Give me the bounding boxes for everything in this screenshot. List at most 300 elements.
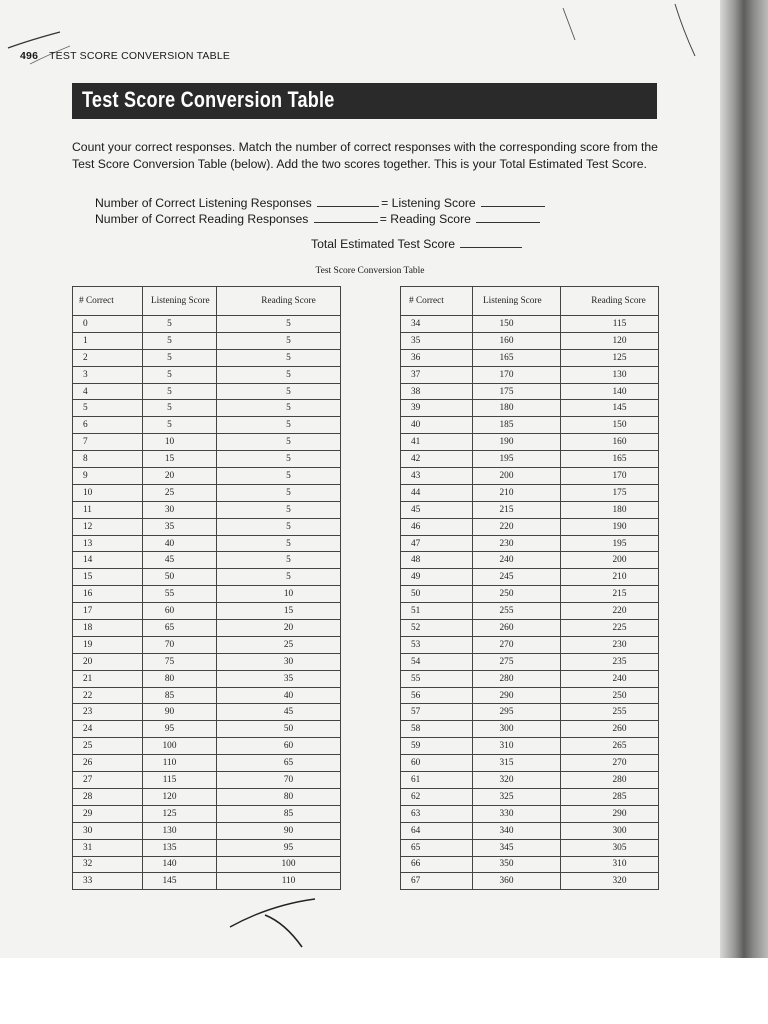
correct-count-cell: 37 [401,366,473,383]
listening-score-cell: 240 [473,552,561,569]
correct-count-cell: 45 [401,501,473,518]
reading-responses-label: Number of Correct Reading Responses [95,212,309,226]
correct-count-cell: 9 [73,468,143,485]
reading-score-cell: 255 [561,704,659,721]
reading-score-cell: 170 [561,468,659,485]
listening-responses-label: Number of Correct Listening Responses [95,196,312,210]
table-row [401,772,659,789]
correct-count-cell: 23 [73,704,143,721]
listening-score-cell: 35 [143,518,217,535]
table-header-row [401,287,659,316]
reading-score-cell: 145 [561,400,659,417]
table-row [401,434,659,451]
table-row [401,653,659,670]
reading-score-cell: 100 [217,856,341,873]
correct-count-cell: 60 [401,755,473,772]
listening-score-label: = Listening Score [381,196,476,210]
correct-count-cell: 36 [401,349,473,366]
reading-score-cell: 95 [217,839,341,856]
correct-count-cell: 2 [73,349,143,366]
running-title: TEST SCORE CONVERSION TABLE [49,50,231,62]
listening-score-cell: 295 [473,704,561,721]
reading-score-cell: 305 [561,839,659,856]
table-row [401,873,659,890]
listening-score-cell: 300 [473,721,561,738]
correct-count-cell: 65 [401,839,473,856]
reading-score-cell: 5 [217,332,341,349]
table-row [73,772,341,789]
title-banner [72,83,657,119]
listening-score-cell: 115 [143,772,217,789]
correct-count-cell: 49 [401,569,473,586]
table-row [73,468,341,485]
correct-count-cell: 44 [401,484,473,501]
listening-score-cell: 70 [143,636,217,653]
reading-score-cell: 60 [217,738,341,755]
table-row [401,569,659,586]
table-row [73,805,341,822]
listening-score-cell: 25 [143,484,217,501]
correct-count-cell: 31 [73,839,143,856]
table-row [401,620,659,637]
reading-score-cell: 125 [561,349,659,366]
table-row [73,518,341,535]
reading-score-cell: 85 [217,805,341,822]
listening-score-cell: 350 [473,856,561,873]
column-header-listening: Listening Score [473,287,561,316]
correct-count-cell: 61 [401,772,473,789]
listening-score-field[interactable] [481,195,545,207]
total-form-row [311,236,524,252]
conversion-table-left [72,286,341,890]
correct-count-cell: 26 [73,755,143,772]
listening-score-cell: 15 [143,451,217,468]
table-row [401,670,659,687]
listening-score-cell: 175 [473,383,561,400]
table-row [401,839,659,856]
correct-count-cell: 21 [73,670,143,687]
table-row [73,704,341,721]
reading-score-cell: 225 [561,620,659,637]
table-row [401,383,659,400]
listening-score-cell: 200 [473,468,561,485]
correct-count-cell: 57 [401,704,473,721]
reading-score-cell: 70 [217,772,341,789]
correct-count-cell: 8 [73,451,143,468]
page-bottom-margin [0,958,768,1024]
correct-count-cell: 40 [401,417,473,434]
correct-count-cell: 42 [401,451,473,468]
correct-count-cell: 20 [73,653,143,670]
reading-score-cell: 290 [561,805,659,822]
reading-score-cell: 235 [561,653,659,670]
table-row [73,417,341,434]
listening-score-cell: 320 [473,772,561,789]
reading-score-cell: 5 [217,400,341,417]
listening-score-cell: 5 [143,349,217,366]
column-header-listening: Listening Score [143,287,217,316]
listening-score-cell: 5 [143,400,217,417]
table-row [73,400,341,417]
reading-score-cell: 220 [561,603,659,620]
correct-count-cell: 25 [73,738,143,755]
table-row [73,670,341,687]
listening-score-cell: 75 [143,653,217,670]
running-header [20,50,230,62]
instructions-paragraph: Count your correct responses. Match the number of correct responses with the corresponding score from the Test Score Conversion Table (below). Add the two scores together. This is your Total Estimated Test Score. [72,140,658,171]
reading-score-cell: 50 [217,721,341,738]
listening-score-cell: 315 [473,755,561,772]
table-row [401,501,659,518]
reading-score-cell: 270 [561,755,659,772]
listening-score-cell: 230 [473,535,561,552]
reading-score-cell: 25 [217,636,341,653]
table-row [401,316,659,333]
correct-count-cell: 11 [73,501,143,518]
table-row [401,484,659,501]
correct-count-cell: 7 [73,434,143,451]
listening-score-cell: 340 [473,822,561,839]
reading-score-cell: 190 [561,518,659,535]
listening-score-cell: 215 [473,501,561,518]
listening-score-cell: 245 [473,569,561,586]
listening-score-cell: 195 [473,451,561,468]
table-row [401,332,659,349]
correct-count-cell: 51 [401,603,473,620]
correct-count-cell: 34 [401,316,473,333]
table-row [401,349,659,366]
correct-count-cell: 41 [401,434,473,451]
column-header-correct: # Correct [401,287,473,316]
correct-count-cell: 35 [401,332,473,349]
correct-count-cell: 18 [73,620,143,637]
total-score-label: Total Estimated Test Score [311,237,456,251]
table-row [73,501,341,518]
correct-count-cell: 0 [73,316,143,333]
listening-score-cell: 280 [473,670,561,687]
correct-count-cell: 32 [73,856,143,873]
reading-score-cell: 165 [561,451,659,468]
reading-score-cell: 115 [561,316,659,333]
reading-responses-field[interactable] [314,211,378,223]
page-number: 496 [20,50,39,62]
correct-count-cell: 15 [73,569,143,586]
reading-score-cell: 150 [561,417,659,434]
listening-score-cell: 145 [143,873,217,890]
table-row [73,383,341,400]
reading-score-cell: 5 [217,484,341,501]
table-row [401,586,659,603]
table-row [401,366,659,383]
table-row [73,687,341,704]
correct-count-cell: 1 [73,332,143,349]
reading-score-cell: 260 [561,721,659,738]
correct-count-cell: 22 [73,687,143,704]
reading-score-cell: 180 [561,501,659,518]
table-row [401,518,659,535]
listening-score-cell: 30 [143,501,217,518]
reading-score-cell: 65 [217,755,341,772]
correct-count-cell: 33 [73,873,143,890]
table-row [73,586,341,603]
correct-count-cell: 56 [401,687,473,704]
table-row [401,451,659,468]
listening-score-cell: 185 [473,417,561,434]
table-row [401,535,659,552]
table-row [73,856,341,873]
reading-score-cell: 140 [561,383,659,400]
correct-count-cell: 30 [73,822,143,839]
listening-form-row [95,195,547,211]
correct-count-cell: 48 [401,552,473,569]
table-row [73,569,341,586]
correct-count-cell: 50 [401,586,473,603]
reading-score-cell: 5 [217,569,341,586]
table-row [401,687,659,704]
listening-score-cell: 135 [143,839,217,856]
table-row [401,856,659,873]
correct-count-cell: 5 [73,400,143,417]
table-row [73,839,341,856]
listening-score-cell: 190 [473,434,561,451]
listening-score-cell: 150 [473,316,561,333]
correct-count-cell: 13 [73,535,143,552]
book-binding-shadow [720,0,768,958]
listening-score-cell: 10 [143,434,217,451]
listening-score-cell: 85 [143,687,217,704]
listening-score-cell: 310 [473,738,561,755]
reading-score-cell: 5 [217,417,341,434]
correct-count-cell: 24 [73,721,143,738]
listening-score-cell: 260 [473,620,561,637]
table-row [73,484,341,501]
table-row [73,653,341,670]
reading-score-cell: 210 [561,569,659,586]
reading-score-cell: 10 [217,586,341,603]
table-row [401,552,659,569]
listening-score-cell: 220 [473,518,561,535]
listening-score-cell: 5 [143,366,217,383]
table-row [73,535,341,552]
table-row [401,738,659,755]
listening-score-cell: 55 [143,586,217,603]
reading-score-cell: 300 [561,822,659,839]
table-row [401,805,659,822]
listening-score-cell: 325 [473,788,561,805]
correct-count-cell: 43 [401,468,473,485]
reading-score-cell: 5 [217,518,341,535]
reading-score-cell: 5 [217,434,341,451]
table-row [73,316,341,333]
listening-score-cell: 95 [143,721,217,738]
reading-score-cell: 215 [561,586,659,603]
reading-form-row [95,211,547,227]
table-row [401,636,659,653]
reading-score-cell: 5 [217,552,341,569]
table-row [401,822,659,839]
table-header-row [73,287,341,316]
listening-score-cell: 120 [143,788,217,805]
listening-responses-field[interactable] [317,195,379,207]
table-row [73,451,341,468]
table-row [73,721,341,738]
correct-count-cell: 54 [401,653,473,670]
table-row [73,636,341,653]
reading-score-cell: 5 [217,349,341,366]
listening-score-cell: 140 [143,856,217,873]
reading-score-cell: 5 [217,366,341,383]
listening-score-cell: 100 [143,738,217,755]
reading-score-cell: 285 [561,788,659,805]
column-header-reading: Reading Score [217,287,341,316]
table-row [73,434,341,451]
reading-score-label: = Reading Score [379,212,471,226]
correct-count-cell: 28 [73,788,143,805]
reading-score-field[interactable] [476,211,540,223]
listening-score-cell: 40 [143,535,217,552]
listening-score-cell: 130 [143,822,217,839]
reading-score-cell: 5 [217,451,341,468]
table-row [73,603,341,620]
reading-score-cell: 280 [561,772,659,789]
correct-count-cell: 64 [401,822,473,839]
correct-count-cell: 19 [73,636,143,653]
reading-score-cell: 130 [561,366,659,383]
column-header-correct: # Correct [73,287,143,316]
listening-score-cell: 110 [143,755,217,772]
table-caption: Test Score Conversion Table [315,266,425,276]
correct-count-cell: 10 [73,484,143,501]
table-row [73,788,341,805]
page-title: Test Score Conversion Table [82,87,335,112]
reading-score-cell: 5 [217,316,341,333]
table-row [401,603,659,620]
correct-count-cell: 66 [401,856,473,873]
table-row [73,873,341,890]
conversion-table-right [400,286,659,890]
reading-score-cell: 5 [217,383,341,400]
reading-score-cell: 20 [217,620,341,637]
total-score-field[interactable] [460,236,522,248]
reading-score-cell: 160 [561,434,659,451]
table-row [73,755,341,772]
table-row [401,755,659,772]
listening-score-cell: 270 [473,636,561,653]
table-row [73,738,341,755]
reading-score-cell: 240 [561,670,659,687]
listening-score-cell: 50 [143,569,217,586]
correct-count-cell: 3 [73,366,143,383]
table-row [73,620,341,637]
pen-stroke-top-right-icon [555,0,715,60]
correct-count-cell: 46 [401,518,473,535]
table-row [401,788,659,805]
listening-score-cell: 80 [143,670,217,687]
listening-score-cell: 60 [143,603,217,620]
listening-score-cell: 165 [473,349,561,366]
table-row [401,721,659,738]
listening-score-cell: 170 [473,366,561,383]
correct-count-cell: 4 [73,383,143,400]
listening-score-cell: 125 [143,805,217,822]
listening-score-cell: 345 [473,839,561,856]
correct-count-cell: 63 [401,805,473,822]
table-row [401,468,659,485]
listening-score-cell: 180 [473,400,561,417]
correct-count-cell: 58 [401,721,473,738]
reading-score-cell: 45 [217,704,341,721]
correct-count-cell: 17 [73,603,143,620]
listening-score-cell: 90 [143,704,217,721]
table-row [73,366,341,383]
reading-score-cell: 5 [217,535,341,552]
pen-squiggle-bottom-icon [220,895,330,955]
correct-count-cell: 53 [401,636,473,653]
reading-score-cell: 195 [561,535,659,552]
correct-count-cell: 55 [401,670,473,687]
reading-score-cell: 310 [561,856,659,873]
listening-score-cell: 20 [143,468,217,485]
column-header-reading: Reading Score [561,287,659,316]
listening-score-cell: 360 [473,873,561,890]
table-row [73,822,341,839]
correct-count-cell: 16 [73,586,143,603]
reading-score-cell: 175 [561,484,659,501]
reading-score-cell: 265 [561,738,659,755]
correct-count-cell: 6 [73,417,143,434]
correct-count-cell: 52 [401,620,473,637]
reading-score-cell: 40 [217,687,341,704]
correct-count-cell: 39 [401,400,473,417]
reading-score-cell: 90 [217,822,341,839]
listening-score-cell: 330 [473,805,561,822]
correct-count-cell: 59 [401,738,473,755]
table-row [401,400,659,417]
listening-score-cell: 5 [143,332,217,349]
reading-score-cell: 15 [217,603,341,620]
reading-score-cell: 30 [217,653,341,670]
listening-score-cell: 5 [143,383,217,400]
correct-count-cell: 27 [73,772,143,789]
listening-score-cell: 250 [473,586,561,603]
table-row [73,332,341,349]
correct-count-cell: 29 [73,805,143,822]
listening-score-cell: 290 [473,687,561,704]
table-row [73,349,341,366]
listening-score-cell: 255 [473,603,561,620]
listening-score-cell: 65 [143,620,217,637]
reading-score-cell: 5 [217,468,341,485]
reading-score-cell: 230 [561,636,659,653]
reading-score-cell: 80 [217,788,341,805]
listening-score-cell: 275 [473,653,561,670]
reading-score-cell: 320 [561,873,659,890]
correct-count-cell: 38 [401,383,473,400]
reading-score-cell: 110 [217,873,341,890]
correct-count-cell: 62 [401,788,473,805]
response-form [95,195,547,227]
listening-score-cell: 5 [143,316,217,333]
listening-score-cell: 210 [473,484,561,501]
table-row [73,552,341,569]
reading-score-cell: 200 [561,552,659,569]
reading-score-cell: 250 [561,687,659,704]
reading-score-cell: 5 [217,501,341,518]
listening-score-cell: 45 [143,552,217,569]
correct-count-cell: 67 [401,873,473,890]
listening-score-cell: 5 [143,417,217,434]
reading-score-cell: 120 [561,332,659,349]
